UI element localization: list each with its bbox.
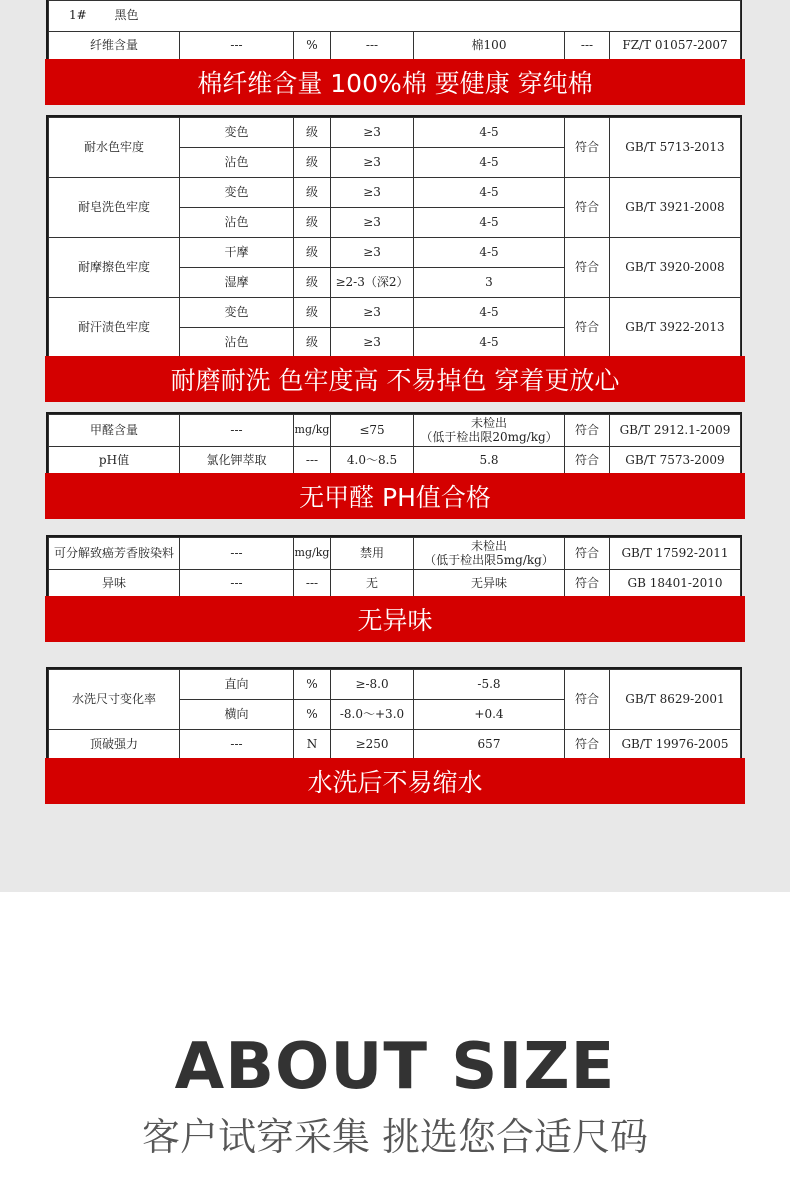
shrink-sub-weft: 横向 [180, 700, 294, 730]
fiber-method: --- [180, 32, 294, 60]
about-size-subtitle: 客户试穿采集 挑选您合适尺码 [141, 1115, 649, 1159]
ph-unit: --- [294, 447, 331, 475]
ph-requirement: 4.0～8.5 [331, 447, 414, 475]
fastness-row [49, 178, 741, 208]
formaldehyde-unit: mg/kg [294, 415, 331, 447]
fastness-standard: GB/T 5713-2013 [610, 118, 741, 178]
amine-row [49, 538, 741, 570]
fastness-row [49, 238, 741, 268]
amine-unit: mg/kg [294, 538, 331, 570]
shrink-val-warp: -5.8 [414, 670, 565, 700]
fastness-unit: 级 [294, 178, 331, 208]
fastness-unit: 级 [294, 328, 331, 358]
burst-requirement: ≥250 [331, 730, 414, 760]
shrink-val-weft: +0.4 [414, 700, 565, 730]
fastness-item: 耐水色牢度 [49, 118, 180, 178]
burst-item: 顶破强力 [49, 730, 180, 760]
odor-unit: --- [294, 570, 331, 598]
fastness-sub: 沾色 [180, 328, 294, 358]
formaldehyde-standard: GB/T 2912.1-2009 [610, 415, 741, 447]
burst-method: --- [180, 730, 294, 760]
odor-requirement: 无 [331, 570, 414, 598]
ph-row [49, 447, 741, 475]
ph-standard: GB/T 7573-2009 [610, 447, 741, 475]
burst-result: 符合 [565, 730, 610, 760]
formaldehyde-method: --- [180, 415, 294, 447]
fastness-row [49, 298, 741, 328]
fastness-requirement: ≥3 [331, 238, 414, 268]
fastness-unit: 级 [294, 238, 331, 268]
fastness-value: 3 [414, 268, 565, 298]
shrink-req-warp: ≥-8.0 [331, 670, 414, 700]
fiber-table [48, 0, 741, 60]
color-name: 黑色 [114, 8, 139, 23]
ph-item: pH值 [49, 447, 180, 475]
burst-standard: GB/T 19976-2005 [610, 730, 741, 760]
banner-odor: 无异味 [45, 596, 745, 642]
ph-value: 5.8 [414, 447, 565, 475]
fastness-item: 耐摩擦色牢度 [49, 238, 180, 298]
fastness-requirement: ≥3 [331, 208, 414, 238]
fastness-result: 符合 [565, 238, 610, 298]
fastness-result: 符合 [565, 178, 610, 238]
color-row [49, 1, 741, 32]
color-id: 1# [69, 8, 87, 23]
odor-row [49, 570, 741, 598]
fastness-value: 4-5 [414, 298, 565, 328]
amine-standard: GB/T 17592-2011 [610, 538, 741, 570]
fastness-item: 耐皂洗色牢度 [49, 178, 180, 238]
shrink-unit-weft: % [294, 700, 331, 730]
fastness-value: 4-5 [414, 178, 565, 208]
banner-formaldehyde: 无甲醛 PH值合格 [45, 473, 745, 519]
fastness-value: 4-5 [414, 148, 565, 178]
odor-method: --- [180, 570, 294, 598]
amine-item: 可分解致癌芳香胺染料 [49, 538, 180, 570]
fastness-standard: GB/T 3920-2008 [610, 238, 741, 298]
shrink-req-weft: -8.0～+3.0 [331, 700, 414, 730]
fastness-sub: 干摩 [180, 238, 294, 268]
shrink-unit-warp: % [294, 670, 331, 700]
fastness-unit: 级 [294, 298, 331, 328]
chemical-table [48, 414, 741, 475]
shrink-standard: GB/T 8629-2001 [610, 670, 741, 730]
fiber-item: 纤维含量 [49, 32, 180, 60]
formaldehyde-value-note: （低于检出限20mg/kg） [420, 429, 558, 444]
odor-standard: GB 18401-2010 [610, 570, 741, 598]
odor-value: 无异味 [414, 570, 565, 598]
fastness-unit: 级 [294, 118, 331, 148]
fastness-requirement: ≥2-3（深2） [331, 268, 414, 298]
fastness-value: 4-5 [414, 208, 565, 238]
amine-method: --- [180, 538, 294, 570]
fastness-sub: 变色 [180, 178, 294, 208]
burst-unit: N [294, 730, 331, 760]
fastness-unit: 级 [294, 208, 331, 238]
shrink-result: 符合 [565, 670, 610, 730]
fastness-table [48, 117, 741, 358]
fastness-sub: 湿摩 [180, 268, 294, 298]
formaldehyde-row [49, 415, 741, 447]
formaldehyde-value-main: 未检出 [470, 415, 507, 430]
fastness-requirement: ≥3 [331, 118, 414, 148]
fastness-sub: 沾色 [180, 208, 294, 238]
amine-value-note: （低于检出限5mg/kg） [424, 552, 554, 567]
odor-table [48, 537, 741, 598]
fastness-standard: GB/T 3922-2013 [610, 298, 741, 358]
fastness-standard: GB/T 3921-2008 [610, 178, 741, 238]
shrink-item: 水洗尺寸变化率 [49, 670, 180, 730]
burst-row [49, 730, 741, 760]
fastness-value: 4-5 [414, 238, 565, 268]
shrink-sub-warp: 直向 [180, 670, 294, 700]
fastness-sub: 沾色 [180, 148, 294, 178]
fastness-value: 4-5 [414, 328, 565, 358]
fiber-value: 棉100 [414, 32, 565, 60]
fastness-result: 符合 [565, 118, 610, 178]
fastness-table-card [46, 115, 742, 358]
about-size-title: ABOUT SIZE [174, 1030, 616, 1104]
banner-shrink: 水洗后不易缩水 [45, 758, 745, 804]
odor-table-card [46, 535, 742, 598]
shrink-table-card [46, 667, 742, 760]
fiber-requirement: --- [331, 32, 414, 60]
fiber-row [49, 32, 741, 60]
amine-value [414, 538, 565, 570]
shrink-table [48, 669, 741, 760]
odor-item: 异味 [49, 570, 180, 598]
banner-cotton: 棉纤维含量 100%棉 要健康 穿纯棉 [45, 59, 745, 105]
chemical-table-card [46, 412, 742, 475]
fastness-value: 4-5 [414, 118, 565, 148]
formaldehyde-item: 甲醛含量 [49, 415, 180, 447]
fastness-requirement: ≥3 [331, 178, 414, 208]
amine-requirement: 禁用 [331, 538, 414, 570]
fiber-unit: % [294, 32, 331, 60]
fastness-row [49, 118, 741, 148]
formaldehyde-requirement: ≤75 [331, 415, 414, 447]
burst-value: 657 [414, 730, 565, 760]
ph-method: 氯化钾萃取 [180, 447, 294, 475]
fiber-result: --- [565, 32, 610, 60]
fastness-result: 符合 [565, 298, 610, 358]
ph-result: 符合 [565, 447, 610, 475]
formaldehyde-value [414, 415, 565, 447]
fastness-requirement: ≥3 [331, 328, 414, 358]
amine-value-main: 未检出 [470, 538, 507, 553]
banner-fastness: 耐磨耐洗 色牢度高 不易掉色 穿着更放心 [45, 356, 745, 402]
fastness-sub: 变色 [180, 298, 294, 328]
fastness-sub: 变色 [180, 118, 294, 148]
fiber-standard: FZ/T 01057-2007 [610, 32, 741, 60]
fastness-requirement: ≥3 [331, 148, 414, 178]
fastness-item: 耐汗渍色牢度 [49, 298, 180, 358]
fiber-table-card [46, 0, 742, 60]
shrink-row-warp [49, 670, 741, 700]
amine-result: 符合 [565, 538, 610, 570]
fastness-requirement: ≥3 [331, 298, 414, 328]
formaldehyde-result: 符合 [565, 415, 610, 447]
odor-result: 符合 [565, 570, 610, 598]
fastness-unit: 级 [294, 148, 331, 178]
fastness-unit: 级 [294, 268, 331, 298]
